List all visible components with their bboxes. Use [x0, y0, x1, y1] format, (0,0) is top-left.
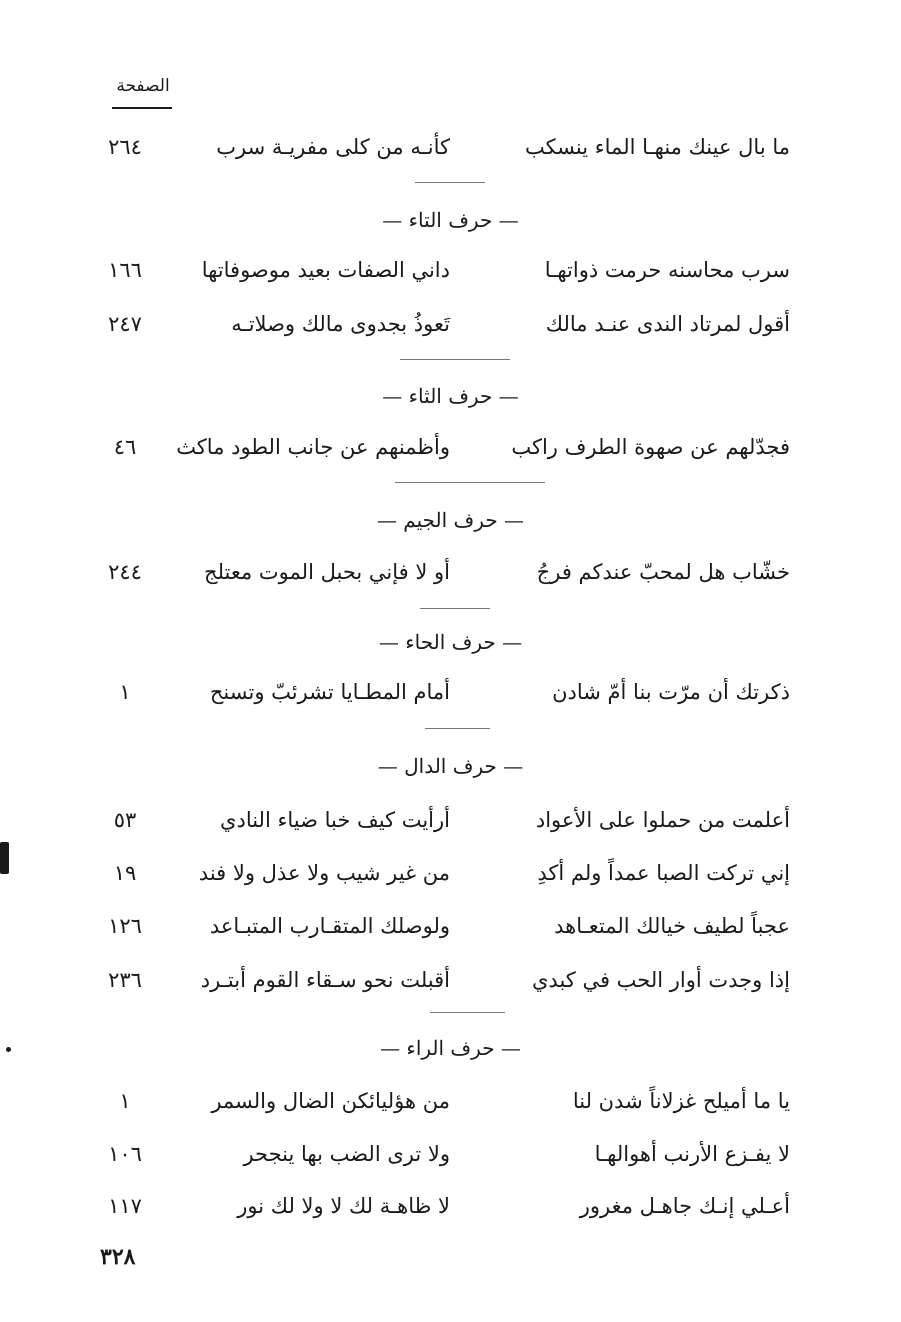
second-hemistich: أقبلت نحو سـقاء القوم أبتـرد	[200, 968, 450, 992]
first-hemistich: لا يفـزع الأرنب أهوالهـا	[594, 1142, 790, 1166]
second-hemistich: ولوصلك المتقـارب المتبـاعد	[209, 914, 450, 938]
verse-row	[100, 250, 800, 290]
first-hemistich: ذكرتك أن مرّت بنا أمّ شادن	[552, 680, 790, 704]
page-reference: ٤٦	[113, 435, 137, 459]
header-underline	[112, 107, 172, 109]
page-reference: ١	[119, 1089, 131, 1113]
first-hemistich: أقول لمرتاد الندى عنـد مالك	[545, 312, 790, 336]
separator	[415, 182, 485, 183]
second-hemistich: كأنـه من كلى مفريـة سرب	[216, 135, 450, 159]
verse-row	[100, 800, 800, 840]
separator	[430, 1012, 505, 1013]
second-hemistich: من هؤليائكن الضال والسمر	[211, 1089, 450, 1113]
page-reference: ٢٤٤	[108, 560, 142, 584]
verse-row	[100, 1186, 800, 1226]
verse-row	[100, 906, 800, 946]
first-hemistich: إني تركت الصبا عمداً ولم أكدِ	[537, 861, 790, 885]
first-hemistich: ما بال عينك منهـا الماء ينسكب	[524, 135, 790, 159]
page-reference: ١٩	[113, 861, 137, 885]
verse-row	[100, 427, 800, 467]
first-hemistich: خشّاب هل لمحبّ عندكم فرجُ	[536, 560, 790, 584]
verse-row	[100, 1134, 800, 1174]
page-reference: ١	[119, 680, 131, 704]
verse-row	[100, 853, 800, 893]
second-hemistich: لا ظاهـة لك لا ولا لك نور	[237, 1194, 450, 1218]
page-reference: ٢٤٧	[108, 312, 142, 336]
section-heading-ta: — حرف التاء —	[382, 208, 519, 232]
second-hemistich: أمام المطـايا تشرئبّ وتسنح	[209, 680, 450, 704]
verse-row	[100, 304, 800, 344]
page-reference: ٢٣٦	[108, 968, 142, 992]
first-hemistich: أعلمت من حملوا على الأعواد	[535, 808, 790, 832]
page-reference: ١٠٦	[108, 1142, 142, 1166]
verse-row	[100, 960, 800, 1000]
page-reference: ٥٣	[113, 808, 137, 832]
second-hemistich: ولا ترى الضب بها ينجحر	[243, 1142, 450, 1166]
section-heading-ra: — حرف الراء —	[380, 1036, 521, 1060]
verse-row	[100, 552, 800, 592]
separator	[400, 359, 510, 360]
separator	[420, 608, 490, 609]
separator	[425, 728, 490, 729]
second-hemistich: من غير شيب ولا عذل ولا فند	[198, 861, 450, 885]
page-reference: ١١٧	[108, 1194, 142, 1218]
verse-row	[100, 127, 800, 167]
first-hemistich: إذا وجدت أوار الحب في كبدي	[531, 968, 790, 992]
section-heading-ha: — حرف الحاء —	[378, 630, 523, 654]
scan-edge-dot	[6, 1047, 11, 1052]
first-hemistich: سرب محاسنه حرمت ذواتهـا	[544, 258, 790, 282]
scan-edge-mark	[0, 842, 9, 874]
first-hemistich: فجدّلهم عن صهوة الطرف راكب	[511, 435, 790, 459]
page-reference: ١٢٦	[108, 914, 142, 938]
second-hemistich: وأظمنهم عن جانب الطود ماكث	[176, 435, 450, 459]
page-reference: ١٦٦	[108, 258, 142, 282]
second-hemistich: تَعوذُ بجدوى مالك وصلاتـه	[231, 312, 450, 336]
page-reference: ٢٦٤	[108, 135, 142, 159]
section-heading-jim: — حرف الجيم —	[376, 508, 525, 532]
separator	[395, 482, 545, 483]
first-hemistich: أعـلي إنـك جاهـل مغرور	[579, 1194, 790, 1218]
first-hemistich: عجباً لطيف خيالك المتعـاهد	[554, 914, 790, 938]
page-number: ٣٢٨	[100, 1244, 136, 1270]
second-hemistich: داني الصفات بعيد موصوفاتها	[201, 258, 450, 282]
section-heading-dal: — حرف الدال —	[377, 754, 524, 778]
second-hemistich: أرأيت كيف خبا ضياء النادي	[220, 808, 450, 832]
verse-row	[100, 1081, 800, 1121]
verse-row	[100, 672, 800, 712]
second-hemistich: أو لا فإني بحبل الموت معتلج	[204, 560, 450, 584]
first-hemistich: يا ما أميلح غزلاناً شدن لنا	[572, 1089, 790, 1113]
section-heading-tha: — حرف الثاء —	[382, 384, 519, 408]
page-column-header: الصفحة	[116, 76, 170, 96]
